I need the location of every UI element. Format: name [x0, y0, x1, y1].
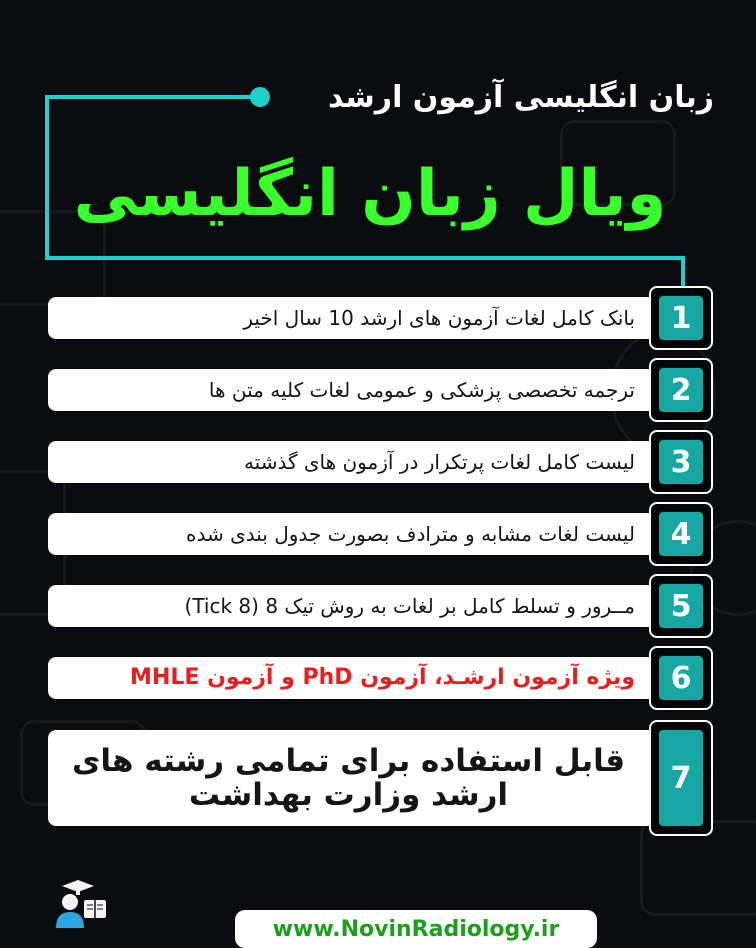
frame-line-bottom — [45, 256, 685, 260]
feature-text: لیست لغات مشابه و مترادف بصورت جدول بندی شده — [48, 513, 673, 555]
feature-row-5 — [48, 574, 713, 638]
feature-number-box — [649, 502, 713, 566]
feature-number: 5 — [659, 584, 703, 628]
feature-number: 4 — [659, 512, 703, 556]
feature-number: 3 — [659, 440, 703, 484]
feature-row-4 — [48, 502, 713, 566]
frame-line-top — [45, 95, 260, 99]
website-url[interactable]: www.NovinRadiology.ir — [235, 910, 597, 948]
feature-row-3 — [48, 430, 713, 494]
feature-row-7 — [48, 720, 713, 836]
frame-line-left — [45, 95, 49, 260]
feature-number: 7 — [659, 730, 703, 826]
feature-text-highlight: ویژه آزمون ارشـد، آزمون PhD و آزمون MHLE — [48, 657, 673, 699]
feature-row-2 — [48, 358, 713, 422]
feature-number: 1 — [659, 296, 703, 340]
feature-number-box — [649, 720, 713, 836]
feature-number: 2 — [659, 368, 703, 412]
subtitle: زبان انگلیسی آزمون ارشد — [327, 80, 714, 115]
frame-dot — [250, 87, 270, 107]
feature-number-box — [649, 574, 713, 638]
feature-row-1 — [48, 286, 713, 350]
frame-line-right — [681, 256, 685, 286]
feature-number-box — [649, 286, 713, 350]
feature-number-box — [649, 358, 713, 422]
feature-text-large: قابل استفاده برای تمامی رشته های ارشد وزارت بهداشت — [48, 730, 673, 826]
feature-row-6 — [48, 646, 713, 710]
feature-text: بانک کامل لغات آزمون های ارشد 10 سال اخیر — [48, 297, 673, 339]
feature-number-box — [649, 646, 713, 710]
feature-text: لیست کامل لغات پرتکرار در آزمون های گذشته — [48, 441, 673, 483]
doctor-book-icon — [48, 880, 108, 930]
feature-text: ترجمه تخصصی پزشکی و عمومی لغات کلیه متن ها — [48, 369, 673, 411]
feature-text: مــرور و تسلط کامل بر لغات به روش تیک 8 (Tick 8) — [48, 585, 673, 627]
page-title: ویال زبان انگلیسی — [73, 157, 667, 231]
feature-number-box — [649, 430, 713, 494]
feature-number: 6 — [659, 656, 703, 700]
